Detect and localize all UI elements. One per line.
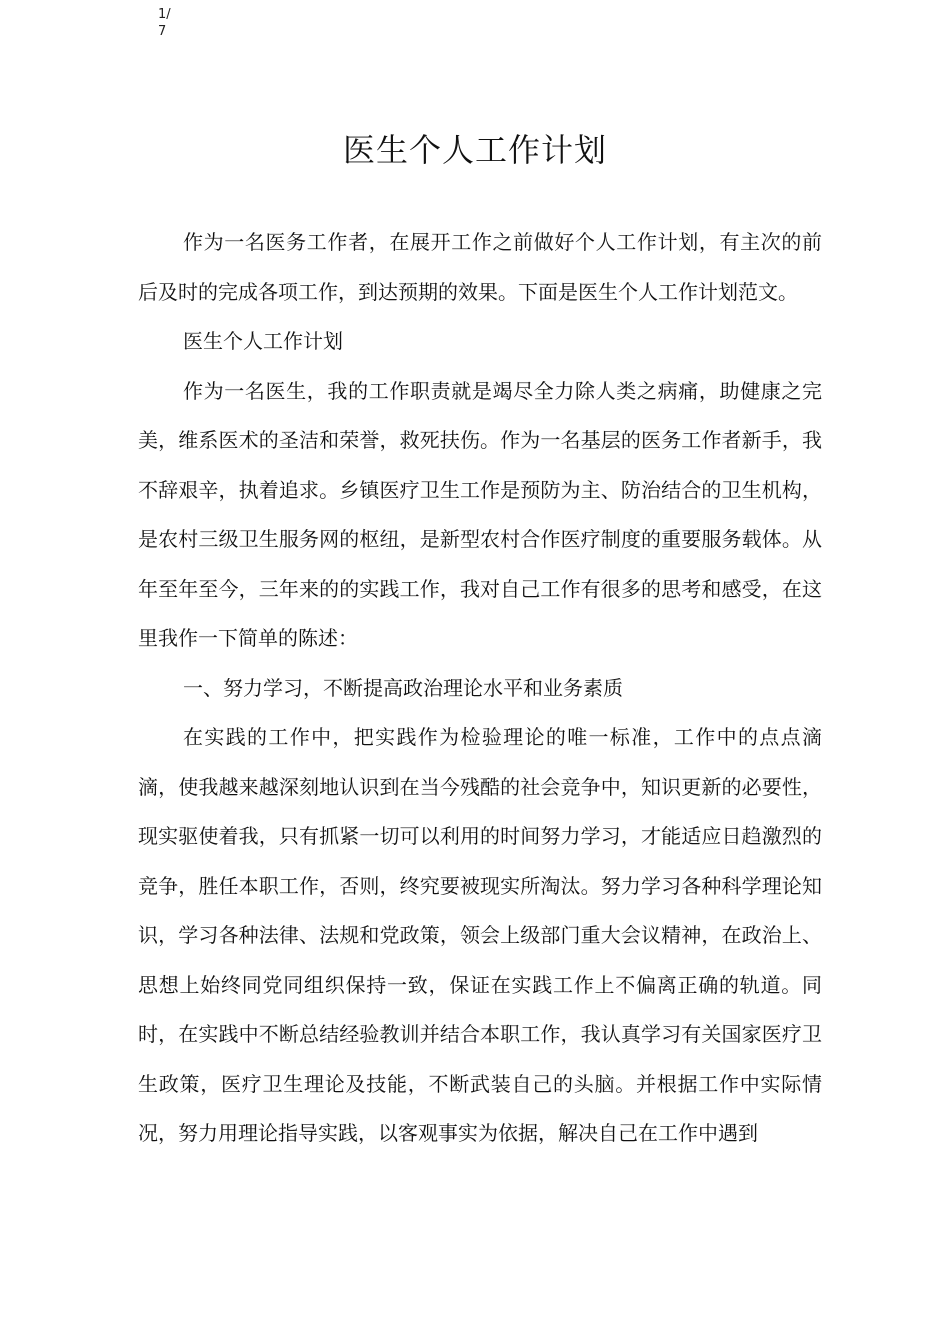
section-heading: 医生个人工作计划 xyxy=(183,329,343,353)
document-body xyxy=(138,218,822,1159)
intro-paragraph: 作为一名医务工作者，在展开工作之前做好个人工作计划，有主次的前后及时的完成各项工作，到达预期的效果。下面是医生个人工作计划范文。 xyxy=(138,230,822,304)
subsection-heading: 一、努力学习，不断提高政治理论水平和业务素质 xyxy=(183,675,623,700)
body-paragraph: 在实践的工作中，把实践作为检验理论的唯一标准，工作中的点点滴滴，使我越来越深刻地认识到在当今残酷的社会竞争中，知识更新的必要性，现实驱使着我，只有抓紧一切可以利用的时间努力学习，才能适应日趋激烈的竞争，胜任本职工作，否则，终究要被现实所淘汰。努力学习各种科学理论知识，学习各种法律、法规和党政策，领会上级部门重大会议精神，在政治上、思想上始终同党同组织保持一致，保证在实践工作上不偏离正确的轨道。同时，在实践中不断总结经验教训并结合本职工作，我认真学习有关国家医疗卫生政策，医疗卫生理论及技能，不断武装自己的头脑。并根据工作中实际情况，努力用理论指导实践，以客观事实为依据，解决自己在工作中遇到 xyxy=(138,725,822,1145)
page-title: 医生个人工作计划 xyxy=(342,131,607,169)
page-number: 1/7 xyxy=(158,7,171,39)
body-paragraph: 作为一名医生，我的工作职责就是竭尽全力除人类之病痛，助健康之完美，维系医术的圣洁和荣誉，救死扶伤。作为一名基层的医务工作者新手，我不辞艰辛，执着追求。乡镇医疗卫生工作是预防为主、防治结合的卫生机构，是农村三级卫生服务网的枢纽，是新型农村合作医疗制度的重要服务载体。从年至年至今，三年来的的实践工作，我对自己工作有很多的思考和感受，在这里我作一下简单的陈述： xyxy=(138,378,822,650)
